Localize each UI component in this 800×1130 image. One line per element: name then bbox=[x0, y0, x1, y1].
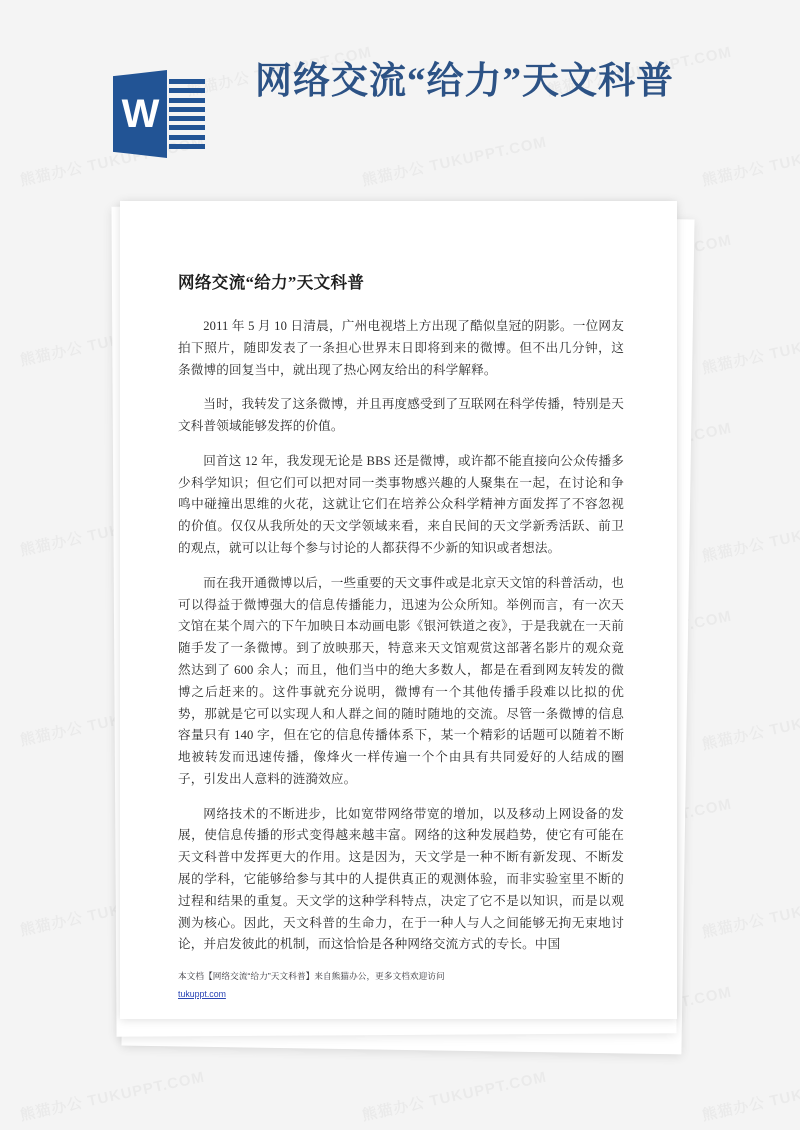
document-content bbox=[120, 201, 677, 1019]
preview-header bbox=[0, 0, 800, 185]
word-icon-letter: W bbox=[121, 92, 159, 136]
document-paragraph: 网络技术的不断进步，比如宽带网络带宽的增加，以及移动上网设备的发展，使信息传播的形式变得越来越丰富。网络的这种发展趋势，使它有可能在天文科普中发挥更大的作用。这是因为，天文学是一种不断有新发现、不断发展的学科，它能够给参与其中的人提供真正的观测体验，而非实验室里不断的过程和结果的重复。天文学的这种学科特点，决定了它不是以知识，而是以观测为核心。因此，天文科普的生命力，在于一种人与人之间能够无拘无束地讨论，并启发彼此的机制，而这恰恰是各种网络交流方式的专长。中国 bbox=[178, 806, 624, 952]
document-paragraph: 当时，我转发了这条微博，并且再度感受到了互联网在科学传播，特别是天文科普领域能够发挥的价值。 bbox=[178, 397, 624, 434]
document-footer-link[interactable]: tukuppt.com bbox=[178, 988, 226, 999]
document-title: 网络交流“给力”天文科普 bbox=[178, 273, 365, 292]
page-title: 网络交流“给力”天文科普 bbox=[255, 61, 674, 102]
word-icon-lines bbox=[169, 79, 205, 149]
document-paragraph: 回首这 12 年，我发现无论是 BBS 还是微博，或许都不能直接向公众传播多少科学知识；但它们可以把对同一类事物感兴趣的人聚集在一起，在讨论和争鸣中碰撞出思维的火花，这就让它们在培养公众科学精神方面发挥了不容忽视的价值。仅仅从我所处的天文学领域来看，来自民间的天文学新秀活跃、前卫的观点，就可以让每个参与讨论的人都获得不少新的知识或者想法。 bbox=[178, 453, 624, 556]
document-paragraph: 而在我开通微博以后，一些重要的天文事件或是北京天文馆的科普活动，也可以得益于微博强大的信息传播能力，迅速为公众所知。举例而言，有一次天文馆在某个周六的下午加映日本动画电影《银河铁道之夜》，于是我就在一天前随手发了一条微博。到了放映那天，特意来天文馆观赏这部著名影片的观众竟然达到了 600 余人；而且，他们当中的绝大多数人，都是在看到网友转发的微博之后赶来的。这件事就充分说明，微博有一个其他传播手段难以比拟的优势，那就是它可以实现人和人群之间的随时随地的交流。尽管一条微博的信息容量只有 140 字，但在它的信息传播体系下，某一个精彩的话题可以随着不断地被转发而迅速传播，像烽火一样传遍一个个由具有共同爱好的人结成的圈子，引发出人意料的涟漪效应。 bbox=[178, 575, 624, 786]
document-footer-note: 本文档【网络交流“给力”天文科普】来自熊猫办公，更多文档欢迎访问 bbox=[178, 971, 445, 982]
word-document-icon bbox=[113, 66, 205, 162]
document-paragraph: 2011 年 5 月 10 日清晨，广州电视塔上方出现了酷似皇冠的阴影。一位网友拍下照片，随即发表了一条担心世界末日即将到来的微博。但不出几分钟，这条微博的回复当中，就出现了热心网友给出的科学解释。 bbox=[178, 319, 624, 377]
